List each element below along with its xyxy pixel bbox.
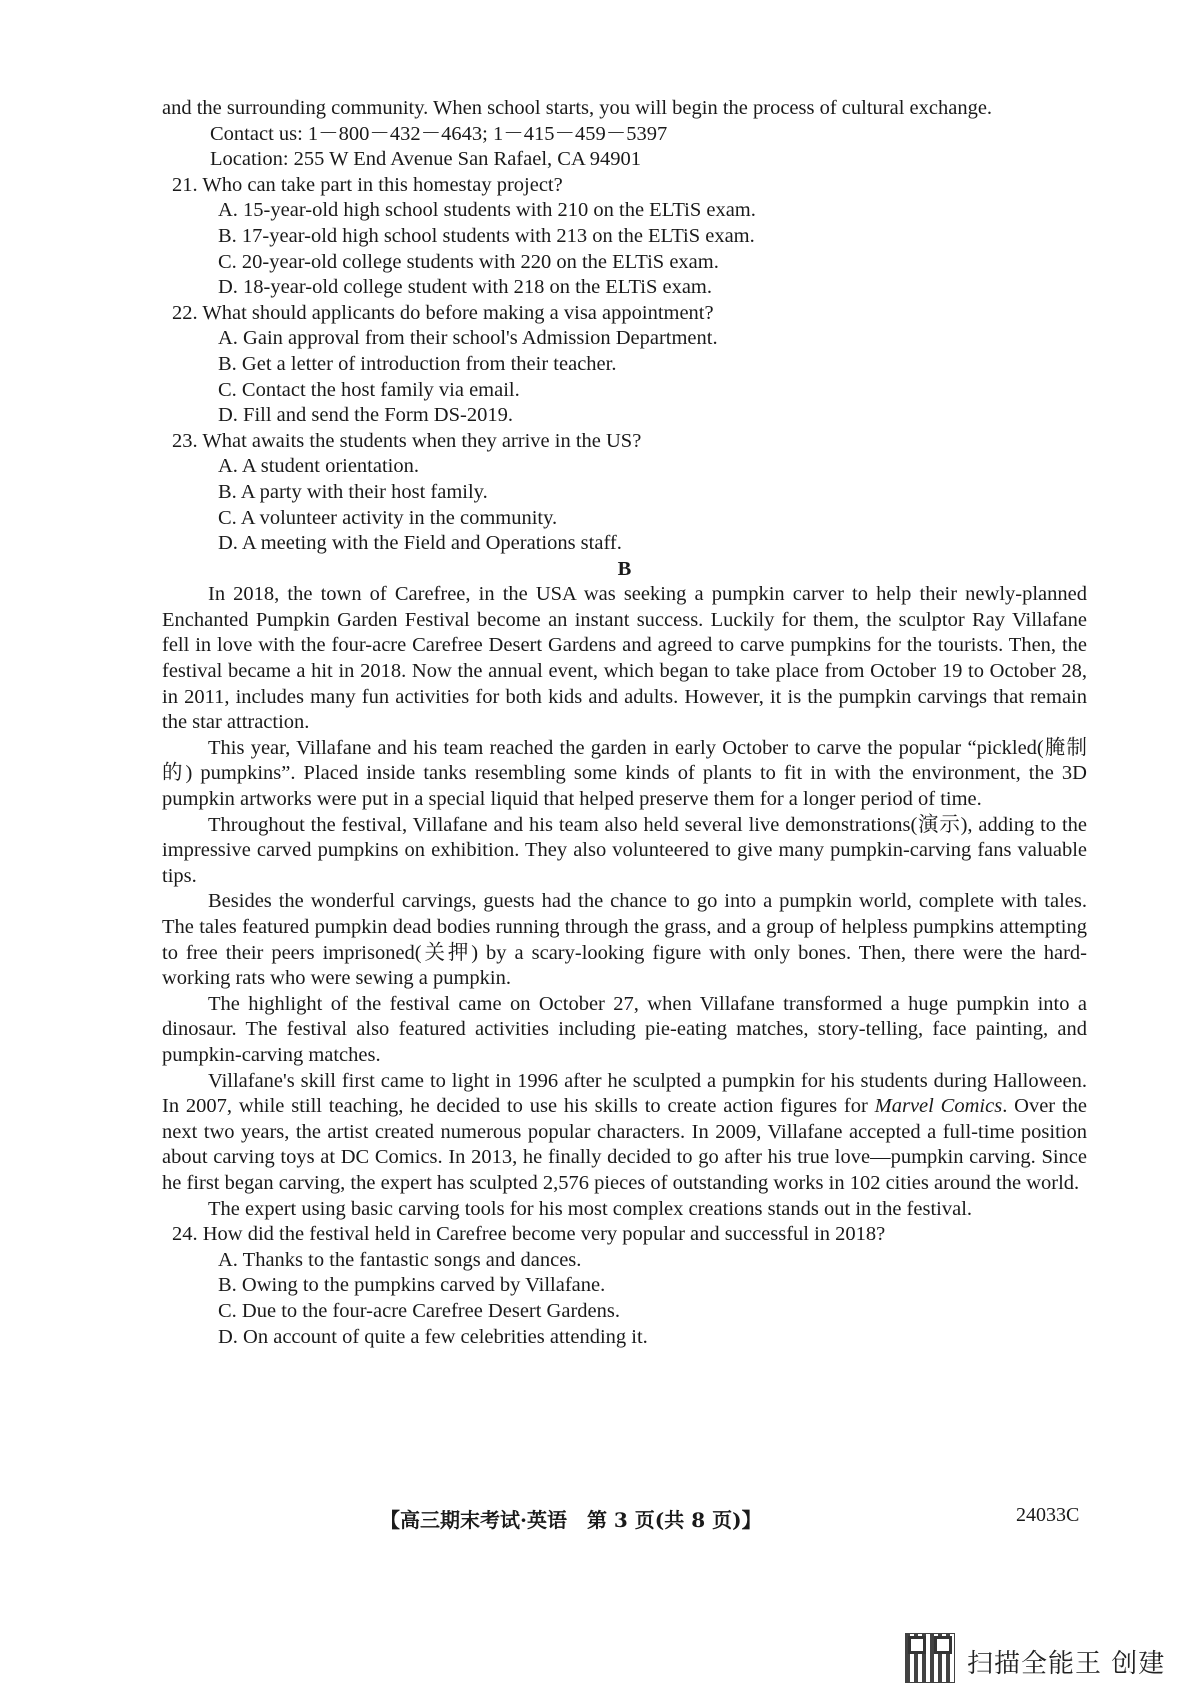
option-d: D. On account of quite a few celebrities attending it. bbox=[218, 1325, 648, 1348]
question-stem: 24. How did the festival held in Carefree become very popular and successful in 2018? bbox=[172, 1223, 886, 1246]
question-24 bbox=[162, 1222, 1087, 1350]
question-21 bbox=[162, 173, 1087, 301]
passage-text: . Over the next two years, the artist created numerous popular characters. In 2009, Villafane accepted a full-time position about carving toys at DC Comics. In 2013, he finally decided to go after his true love—pumpkin carving. Since he first began carving, the expert has sculpted 2,576 pieces of outstanding works in 102 cities around the world. bbox=[162, 1095, 1087, 1194]
passage-paragraph: Besides the wonderful carvings, guests had the chance to go into a pumpkin world, complete with tales. The tales featured pumpkin dead bodies running through the grass, and a group of helpless pumpkins attempting to free their peers imprisoned(关押) by a scary-looking figure with only bones. Then, there were the hard-working rats who were sewing a pumpkin. bbox=[162, 890, 1087, 990]
option-a: A. A student orientation. bbox=[218, 455, 419, 478]
scanner-watermark bbox=[905, 1633, 1185, 1683]
option-a: A. Gain approval from their school's Admission Department. bbox=[218, 327, 718, 350]
question-23 bbox=[162, 429, 1087, 557]
option-b: B. Owing to the pumpkins carved by Villafane. bbox=[218, 1274, 606, 1297]
option-a: A. Thanks to the fantastic songs and dances. bbox=[218, 1248, 582, 1271]
passage-paragraph bbox=[162, 1069, 1087, 1197]
passage-paragraph: The expert using basic carving tools for his most complex creations stands out in the festival. bbox=[208, 1197, 973, 1220]
question-stem: 23. What awaits the students when they arrive in the US? bbox=[172, 429, 642, 452]
contact-line: Contact us: 1－800－432－4643; 1－415－459－5397 bbox=[210, 122, 668, 145]
option-c: C. Due to the four-acre Carefree Desert Gardens. bbox=[218, 1299, 620, 1322]
option-c: C. 20-year-old college students with 220 on the ELTiS exam. bbox=[218, 250, 719, 273]
passage-paragraph: In 2018, the town of Carefree, in the USA was seeking a pumpkin carver to help their newly-planned Enchanted Pumpkin Garden Festival become an instant success. Luckily for them, the sculptor Ray Villafane fell in love with the four-acre Carefree Desert Gardens and agreed to carve pumpkins for the tourists. Then, the festival became a hit in 2018. Now the annual event, which began to take place from October 19 to October 28, in 2011, includes many fun activities for both kids and adults. However, it is the pumpkin carvings that remain the star attraction. bbox=[162, 583, 1087, 734]
passage-paragraph: Throughout the festival, Villafane and his team also held several live demonstrations(演示), adding to the impressive carved pumpkins on exhibition. They also volunteered to give many pumpkin-carving fans valuable tips. bbox=[162, 813, 1087, 887]
question-stem: 21. Who can take part in this homestay project? bbox=[172, 173, 563, 196]
option-c: C. Contact the host family via email. bbox=[218, 378, 520, 401]
option-c: C. A volunteer activity in the community. bbox=[218, 506, 558, 529]
qr-code-icon bbox=[905, 1633, 955, 1683]
intro-paragraph-end: and the surrounding community. When school starts, you will begin the process of cultural exchange. bbox=[162, 97, 993, 119]
option-a: A. 15-year-old high school students with 210 on the ELTiS exam. bbox=[218, 199, 756, 222]
option-d: D. Fill and send the Form DS-2019. bbox=[218, 404, 513, 427]
option-b: B. Get a letter of introduction from their teacher. bbox=[218, 352, 617, 375]
page-footer bbox=[0, 1504, 1200, 1534]
passage-paragraph: The highlight of the festival came on October 27, when Villafane transformed a huge pumpkin into a dinosaur. The festival also featured activities including pie-eating matches, story-telling, face painting, and pumpkin-carving matches. bbox=[162, 992, 1087, 1066]
question-stem: 22. What should applicants do before making a visa appointment? bbox=[172, 301, 714, 324]
italic-title: Marvel Comics bbox=[874, 1095, 1003, 1118]
option-d: D. A meeting with the Field and Operations staff. bbox=[218, 532, 622, 555]
option-b: B. A party with their host family. bbox=[218, 480, 488, 503]
section-b-heading: B bbox=[617, 557, 632, 580]
footer-code: 24033C bbox=[1016, 1504, 1080, 1526]
location-line: Location: 255 W End Avenue San Rafael, CA 94901 bbox=[210, 148, 642, 171]
option-d: D. 18-year-old college student with 218 on the ELTiS exam. bbox=[218, 276, 712, 299]
passage-paragraph: This year, Villafane and his team reached the garden in early October to carve the popular “pickled(腌制的) pumpkins”. Placed inside tanks resembling some kinds of plants to fit in with the environment, the 3D pumpkin artworks were put in a special liquid that helped preserve them for a longer period of time. bbox=[162, 736, 1087, 811]
passage-text: Villafane's skill first came to light in 1996 after he sculpted a pumpkin for his students during Halloween. In 2007, while still teaching, he decided to use his skills to create action figures for bbox=[162, 1069, 1087, 1118]
watermark-text: 扫描全能王 创建 bbox=[967, 1649, 1166, 1679]
page-content bbox=[162, 96, 1087, 1350]
option-b: B. 17-year-old high school students with 213 on the ELTiS exam. bbox=[218, 224, 755, 247]
question-22 bbox=[162, 301, 1087, 429]
footer-title: 【高三期末考试·英语 第 3 页(共 8 页)】 bbox=[380, 1508, 762, 1532]
